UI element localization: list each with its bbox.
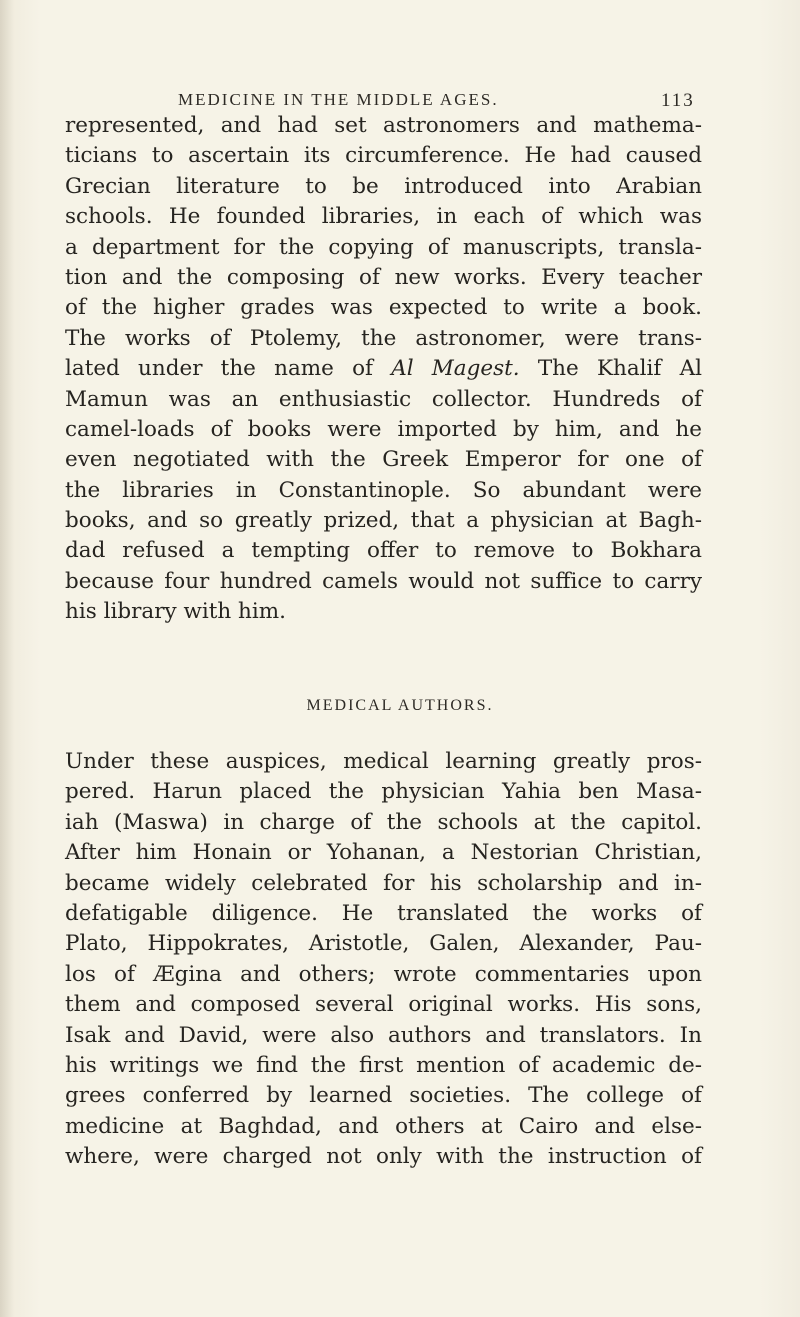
italic-book-title: Al Magest. — [391, 356, 520, 382]
text-line: because four hundred camels would not suffice to carry — [65, 568, 702, 594]
text-line: ticians to ascertain its circumference. He had caused — [65, 143, 702, 169]
text-line: Plato, Hippokrates, Aristotle, Galen, Alexander, Pau- — [65, 931, 702, 957]
page-spine-shadow — [0, 0, 14, 1317]
text-line: his writings we find the first mention of academic de- — [65, 1052, 702, 1078]
paragraph-1 — [65, 111, 702, 628]
text-line: of the higher grades was expected to write a book. — [65, 295, 702, 321]
text-line: After him Honain or Yohanan, a Nestorian Christian, — [65, 840, 702, 866]
text-line: dad refused a tempting offer to remove to Bokhara — [65, 538, 702, 564]
text-line: where, were charged not only with the instruction of — [65, 1144, 702, 1170]
running-header: MEDICINE IN THE MIDDLE AGES. — [178, 90, 499, 109]
text-line: Isak and David, were also authors and translators. In — [65, 1022, 702, 1048]
text-line: los of Ægina and others; wrote commentaries upon — [65, 961, 702, 987]
text-line: pered. Harun placed the physician Yahia ben Masa- — [65, 779, 702, 805]
text-line: schools. He founded libraries, in each of which was — [65, 204, 702, 230]
text-line: them and composed several original works. His sons, — [65, 992, 702, 1018]
text-line: defatigable diligence. He translated the works of — [65, 900, 702, 926]
text-line: grees conferred by learned societies. The college of — [65, 1083, 702, 1109]
paragraph-2 — [65, 747, 702, 1172]
text-line: books, and so greatly prized, that a physician at Bagh- — [65, 508, 702, 534]
text-line: a department for the copying of manuscripts, transla- — [65, 234, 702, 260]
text-line: camel-loads of books were imported by him, and he — [65, 416, 702, 442]
text-line: his library with him. — [65, 599, 287, 625]
text-fragment: lated under the name of — [65, 356, 373, 382]
text-line: represented, and had set astronomers and mathema- — [65, 113, 702, 138]
text-line: Under these auspices, medical learning greatly pros- — [65, 749, 702, 774]
text-fragment: The Khalif Al — [537, 356, 702, 382]
text-line: Grecian literature to be introduced into Arabian — [65, 173, 702, 199]
text-line: even negotiated with the Greek Emperor for one of — [65, 447, 702, 473]
text-line: tion and the composing of new works. Every teacher — [65, 264, 702, 290]
text-line: became widely celebrated for his scholarship and in- — [65, 870, 702, 896]
text-line: Mamun was an enthusiastic collector. Hundreds of — [65, 386, 702, 412]
page-number: 113 — [661, 90, 695, 111]
text-line: iah (Maswa) in charge of the schools at the capitol. — [65, 809, 702, 835]
text-line: The works of Ptolemy, the astronomer, were trans- — [65, 325, 702, 351]
text-line: the libraries in Constantinople. So abundant were — [65, 477, 702, 503]
text-line: medicine at Baghdad, and others at Cairo and else- — [65, 1113, 702, 1139]
section-heading: MEDICAL AUTHORS. — [306, 697, 494, 714]
text-line-with-italic-title — [65, 354, 702, 384]
